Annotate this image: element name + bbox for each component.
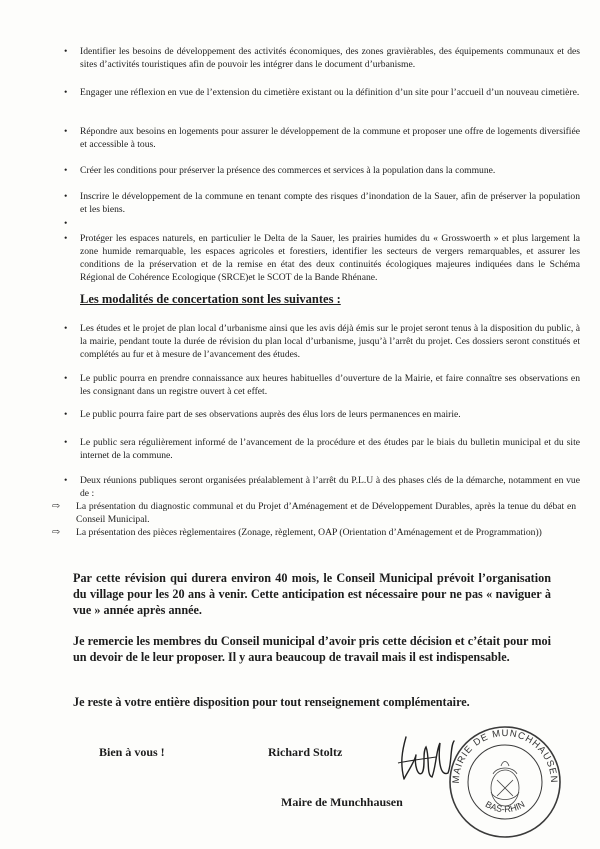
bullet-icon: •: [64, 126, 68, 137]
objective-text: Engager une réflexion en vue de l’extension du cimetière existant ou la définition d’un site pour l’accueil d’un nouveau cimetière.: [80, 87, 580, 98]
objective-text: Inscrire le développement de la commune en tenant compte des risques d’inondation de la Sauer, afin de préserver la population et les biens.: [80, 191, 580, 215]
svg-text:BAS-RHIN: [484, 799, 527, 814]
mairie-stamp: [445, 722, 565, 840]
objective-item: [64, 233, 580, 285]
coat-of-arms-icon: [491, 762, 519, 807]
bullet-icon: •: [64, 46, 68, 57]
bullet-icon: •: [64, 437, 68, 448]
concertation-text: Le public pourra en prendre connaissance aux heures habituelles d’ouverture de la Mairie, et faire connaître ses observations en les consignant dans un registre ouvert à cet effet.: [80, 373, 580, 397]
objective-text: Protéger les espaces naturels, en particulier le Delta de la Sauer, les prairies humides du « Grosswoerth » et plus largement la zone humide remarquable, les espaces agricoles et forestiers, identifier les secteurs de vergers remarquables, et assurer les conditions de la préservation et de la remise en état des deux continuités écologiques majeures indiquées dans le Schéma Régional de Cohérence Ecologique (SRCE)et le SCOT de la Bande Rhénane.: [80, 233, 580, 283]
concertation-item: [64, 323, 580, 362]
stamp-bottom-text: BAS-RHIN: [483, 799, 527, 815]
arrow-right-icon: ⇨: [52, 501, 61, 512]
concertation-item: [64, 475, 580, 501]
concertation-text: Les études et le projet de plan local d’urbanisme ainsi que les avis déjà émis sur le projet seront tenus à la disposition du public, à la mairie, pendant toute la durée de révision du plan local d’urbanisme, jusqu’à l’arrêt du projet. Ces dossiers seront constitués et complétés au fur et à mesure de l’avancement des études.: [80, 323, 580, 360]
bullet-icon: •: [64, 475, 68, 486]
bullet-icon: •: [64, 191, 68, 202]
concertation-item: [64, 409, 580, 422]
objective-text: Créer les conditions pour préserver la présence des commerces et services à la population dans la commune.: [80, 165, 496, 176]
subitem-text: La présentation du diagnostic communal et du Projet d’Aménagement et de Développement Durables, après la tenue du débat en Conseil Municipal.: [76, 501, 576, 525]
signatory-name: Richard Stoltz: [268, 745, 343, 759]
objective-text: Identifier les besoins de développement des activités économiques, des zones gravièrables, des équipements communaux et des sites d’activités touristiques afin de pouvoir les intégrer dans le document d’urbanisme.: [80, 46, 580, 70]
bullet-icon: •: [64, 87, 68, 98]
bullet-icon: •: [64, 218, 68, 229]
closing-paragraph: Je reste à votre entière disposition pour tout renseignement complémentaire.: [73, 695, 470, 709]
concertation-text: Deux réunions publiques seront organisées préalablement à l’arrêt du P.L.U à des phases clés de la démarche, notamment en vue de :: [80, 475, 580, 499]
bullet-icon: •: [64, 323, 68, 334]
concertation-text: Le public pourra faire part de ses observations auprès des élus lors de leurs permanences en mairie.: [80, 409, 461, 420]
concertation-subitem: [52, 501, 576, 527]
greeting: Bien à vous !: [99, 745, 165, 759]
stamp-top-text: MAIRIE DE MUNCHHAUSEN: [450, 727, 560, 784]
concertation-item: [64, 373, 580, 399]
arrow-right-icon: ⇨: [52, 527, 61, 538]
bullet-icon: •: [64, 165, 68, 176]
concertation-item: [64, 437, 580, 463]
closing-paragraph: Je remercie les membres du Conseil municipal d’avoir pris cette décision et c’était pour moi un devoir de le leur proposer. Il y aura beaucoup de travail mais il est indispensable.: [73, 634, 551, 665]
svg-text:MAIRIE DE MUNCHHAUSEN: [451, 728, 559, 784]
subitem-text: La présentation des pièces règlementaires (Zonage, règlement, OAP (Orientation d’Aménagement et de Programmation)): [76, 527, 542, 538]
objective-item: [64, 126, 580, 152]
bullet-icon: •: [64, 233, 68, 244]
concertation-text: Le public sera régulièrement informé de l’avancement de la procédure et des études par le biais du bulletin municipal et du site internet de la commune.: [80, 437, 580, 461]
signatory-title: Maire de Munchhausen: [281, 795, 403, 809]
objective-item: [64, 191, 580, 217]
bullet-icon: •: [64, 409, 68, 420]
objective-item: [64, 46, 580, 72]
objective-item: [64, 165, 580, 178]
section-heading: Les modalités de concertation sont les suivantes :: [80, 292, 341, 306]
objective-item: [64, 87, 580, 100]
objective-text: Répondre aux besoins en logements pour assurer le développement de la commune et proposer une offre de logements diversifiée et accessible à tous.: [80, 126, 580, 150]
bullet-icon: •: [64, 373, 68, 384]
closing-paragraph: Par cette révision qui durera environ 40 mois, le Conseil Municipal prévoit l’organisation du village pour les 20 ans à venir. Cette anticipation est nécessaire pour ne pas « naviguer à vue » année après année.: [73, 571, 551, 618]
concertation-subitem: [52, 527, 576, 540]
